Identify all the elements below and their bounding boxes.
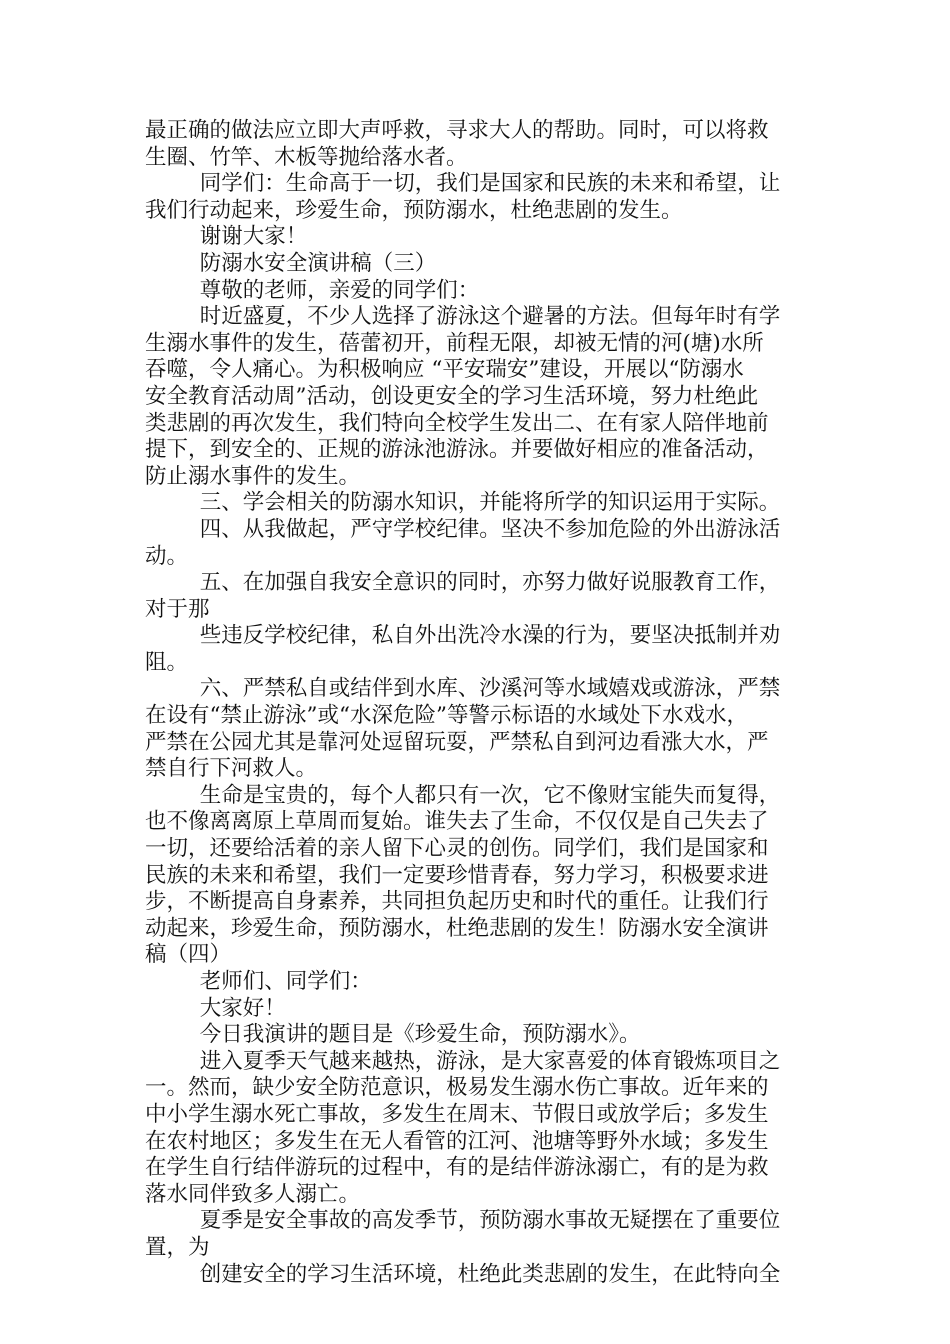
text-line: 禁自行下河救人。: [145, 756, 318, 782]
text-line: 些违反学校纪律，私自外出洗冷水澡的行为，要坚决抵制并劝: [145, 623, 781, 649]
text-line: 老师们、同学们：: [145, 969, 372, 994]
text-line: 对于那: [145, 596, 210, 622]
text-line: 一。然而，缺少安全防范意识，极易发生溺水伤亡事故。近年来的: [145, 1075, 769, 1101]
text-line: 阻。: [145, 649, 189, 675]
text-line: 民族的未来和希望，我们一定要珍惜青春，努力学习，积极要求进: [145, 862, 769, 888]
text-line: 生命是宝贵的，每个人都只有一次，它不像财宝能失而复得，: [145, 782, 781, 808]
text-line: 类悲剧的再次发生，我们特向全校学生发出二、在有家人陪伴地前: [145, 410, 769, 436]
text-line: 在农村地区；多发生在无人看管的江河、池塘等野外水域；多发生: [145, 1128, 769, 1154]
document-body: [145, 118, 811, 1288]
text-line: 动起来，珍爱生命，预防溺水，杜绝悲剧的发生！防溺水安全演讲: [145, 915, 769, 941]
text-line: 稿（四）: [145, 942, 232, 968]
text-line: 提下，到安全的、正规的游泳池游泳。并要做好相应的准备活动，: [145, 437, 769, 463]
text-line: 安全教育活动周”活动，创设更安全的学习生活环境，努力杜绝此: [145, 383, 758, 409]
text-line: 同学们：生命高于一切，我们是国家和民族的未来和希望，让: [145, 171, 781, 197]
text-line: 步，不断提高自身素养，共同担负起历史和时代的重任。让我们行: [145, 889, 769, 915]
text-line: 我们行动起来，珍爱生命，预防溺水，杜绝悲剧的发生。: [145, 197, 683, 223]
text-line: 四、从我做起，严守学校纪律。坚决不参加危险的外出游泳活: [145, 516, 781, 542]
section-heading: 防溺水安全演讲稿（三）: [145, 250, 437, 276]
text-line: 五、在加强自我安全意识的同时，亦努力做好说服教育工作，: [145, 570, 781, 596]
text-line: 动。: [145, 543, 189, 569]
text-line: 三、学会相关的防溺水知识，并能将所学的知识运用于实际。: [145, 490, 781, 516]
text-line: 吞噬，令人痛心。为积极响应 “平安瑞安”建设，开展以“防溺水: [145, 357, 744, 383]
text-line: 谢谢大家！: [145, 224, 308, 250]
text-line: 六、严禁私自或结伴到水库、沙溪河等水域嬉戏或游泳，严禁: [145, 676, 781, 702]
text-line: 生溺水事件的发生，蓓蕾初开，前程无限，却被无情的河(塘)水所: [145, 330, 764, 356]
text-line: 在设有“禁止游泳”或“水深危险”等警示标语的水域处下水戏水，: [145, 703, 748, 729]
text-line: 最正确的做法应立即大声呼救，寻求大人的帮助。同时，可以将救: [145, 118, 769, 143]
text-line: 进入夏季天气越来越热，游泳，是大家喜爱的体育锻炼项目之: [145, 1048, 781, 1074]
text-line: 也不像离离原上草周而复始。谁失去了生命，不仅仅是自己失去了: [145, 809, 769, 835]
text-line: 置，为: [145, 1234, 210, 1260]
text-line: 夏季是安全事故的高发季节，预防溺水事故无疑摆在了重要位: [145, 1208, 781, 1234]
text-line: 今日我演讲的题目是《珍爱生命，预防溺水》。: [145, 1022, 641, 1048]
text-line: 生圈、竹竿、木板等抛给落水者。: [145, 144, 468, 170]
text-line: 严禁在公园尤其是靠河处逗留玩耍，严禁私自到河边看涨大水，严: [145, 729, 769, 755]
text-line: 防止溺水事件的发生。: [145, 463, 361, 489]
text-line: 大家好！: [145, 995, 286, 1021]
text-line: 时近盛夏，不少人选择了游泳这个避暑的方法。但每年时有学: [145, 304, 781, 330]
text-line: 落水同伴致多人溺亡。: [145, 1181, 361, 1207]
text-line: 在学生自行结伴游玩的过程中，有的是结伴游泳溺亡，有的是为救: [145, 1155, 769, 1181]
text-line: 一切，还要给活着的亲人留下心灵的创伤。同学们，我们是国家和: [145, 836, 769, 862]
text-line: 中小学生溺水死亡事故，多发生在周末、节假日或放学后；多发生: [145, 1101, 769, 1127]
text-line: 尊敬的老师，亲爱的同学们：: [145, 277, 480, 303]
text-line: 创建安全的学习生活环境，杜绝此类悲剧的发生，在此特向全: [145, 1261, 781, 1287]
